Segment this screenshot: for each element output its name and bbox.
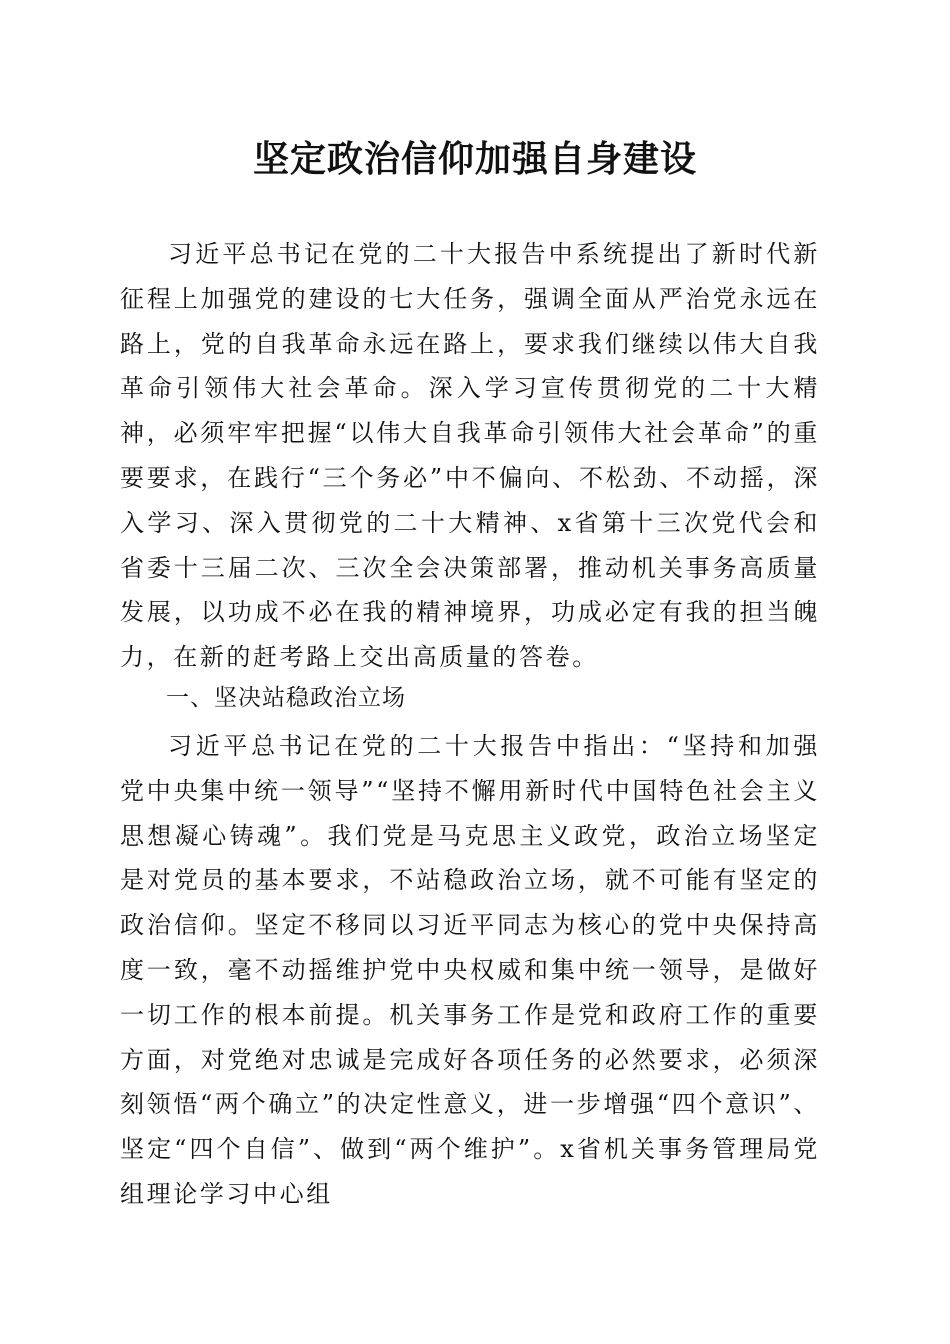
page-title: 坚定政治信仰加强自身建设 xyxy=(252,138,697,180)
intro-paragraph: 习近平总书记在党的二十大报告中系统提出了新时代新征程上加强党的建设的七大任务，强调全面从严治党永远在路上，党的自我革命永远在路上，要求我们继续以伟大自我革命引领伟大社会革命。深入学习宣传贯彻党的二十大精神，必须牢牢把握“以伟大自我革命引领伟大社会革命”的重要要求，在践行“三个务必”中不偏向、不松劲、不动摇，深入学习、深入贯彻党的二十大精神、x省第十三次党代会和省委十三届二次、三次全会决策部署，推动机关事务高质量发展，以功成不必在我的精神境界，功成必定有我的担当魄力，在新的赶考路上交出高质量的答卷。 xyxy=(120,240,820,672)
section-heading: 一、坚决站稳政治立场 xyxy=(166,685,406,711)
section-paragraph: 习近平总书记在党的二十大报告中指出：“坚持和加强党中央集中统一领导”“坚持不懈用新时代中国特色社会主义思想凝心铸魂”。我们党是马克思主义政党，政治立场坚定是对党员的基本要求，不站稳政治立场，就不可能有坚定的政治信仰。坚定不移同以习近平同志为核心的党中央保持高度一致，毫不动摇维护党中央权威和集中统一领导，是做好一切工作的根本前提。机关事务工作是党和政府工作的重要方面，对党绝对忠诚是完成好各项任务的必然要求，必须深刻领悟“两个确立”的决定性意义，进一步增强“四个意识”、坚定“四个自信”、做到“两个维护”。x省机关事务管理局党组理论学习中心组 xyxy=(120,732,820,1208)
